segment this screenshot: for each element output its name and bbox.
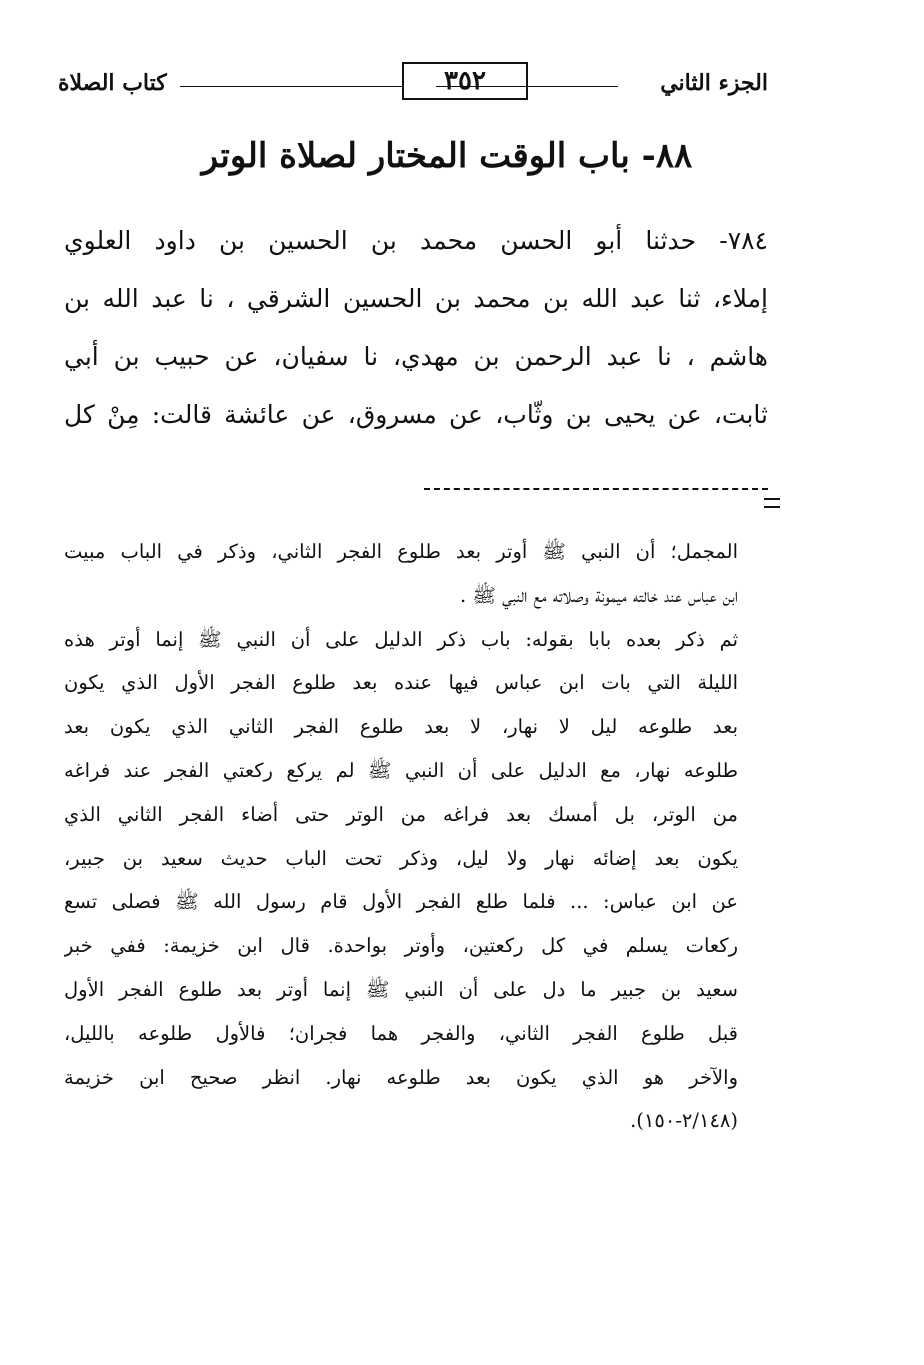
main-text-line: ثابت، عن يحيى بن وثّاب، عن مسروق، عن عائشة قالت: مِنْ كل [64, 400, 768, 429]
footnote-line: (٢/١٤٨-١٥٠). [630, 1109, 738, 1133]
footnotes [64, 530, 738, 1143]
page-number-box: ٣٥٢ [402, 62, 528, 100]
footnote-line: ابن عباس عند خالته ميمونة وصلاته مع النبي ﷺ . [460, 583, 738, 607]
running-header [58, 62, 768, 106]
footnote-line: ركعات يسلم في كل ركعتين، وأوتر بواحدة. قال ابن خزيمة: ففي خبر [64, 934, 738, 958]
footnote-line: الليلة التي بات ابن عباس فيها عنده بعد طلوع الفجر الأول الذي يكون [64, 671, 738, 695]
main-text-line: إملاء، ثنا عبد الله بن محمد بن الحسين الشرقي ، نا عبد الله بن [64, 284, 768, 313]
footnote-line: يكون بعد إضائه نهار ولا ليل، وذكر تحت الباب حديث سعيد بن جبير، [64, 846, 738, 870]
main-text [64, 212, 768, 444]
header-book: كتاب الصلاة [58, 70, 167, 96]
footnote-line: من الوتر، بل أمسك بعد فراغه من الوتر حتى أضاء الفجر الثاني الذي [64, 802, 738, 826]
header-volume: الجزء الثاني [660, 70, 768, 96]
footnote-line: سعيد بن جبير ما دل على أن النبي ﷺ إنما أوتر بعد طلوع الفجر الأول [64, 977, 738, 1001]
footnote-line: طلوعه نهار، مع الدليل على أن النبي ﷺ لم يركع ركعتي الفجر عند فراغه [64, 758, 738, 782]
footnote-separator [424, 488, 768, 490]
main-text-line: هاشم ، نا عبد الرحمن بن مهدي، نا سفيان، عن حبيب بن أبي [64, 342, 768, 371]
chapter-title: ٨٨- باب الوقت المختار لصلاة الوتر [201, 136, 693, 176]
main-text-line: ٧٨٤- حدثنا أبو الحسن محمد بن الحسين بن داود العلوي [64, 226, 768, 255]
footnote-line: قبل طلوع الفجر الثاني، والفجر هما فجران؛ فالأول طلوعه بالليل، [64, 1021, 738, 1045]
footnote-line: عن ابن عباس: ... فلما طلع الفجر الأول قام رسول الله ﷺ فصلى تسع [64, 890, 738, 914]
header-rule-left [180, 86, 402, 87]
footnote-continuation-mark [764, 498, 780, 508]
footnote-line: والآخر هو الذي يكون بعد طلوعه نهار. انظر صحيح ابن خزيمة [64, 1065, 738, 1089]
footnote-line: المجمل؛ أن النبي ﷺ أوتر بعد طلوع الفجر الثاني، وذكر في الباب مبيت [64, 540, 738, 563]
footnote-line: بعد طلوعه ليل لا نهار، لا بعد طلوع الفجر الثاني الذي يكون بعد [64, 715, 738, 739]
footnote-line: ثم ذكر بعده بابا بقوله: باب ذكر الدليل على أن النبي ﷺ إنما أوتر هذه [64, 627, 738, 651]
